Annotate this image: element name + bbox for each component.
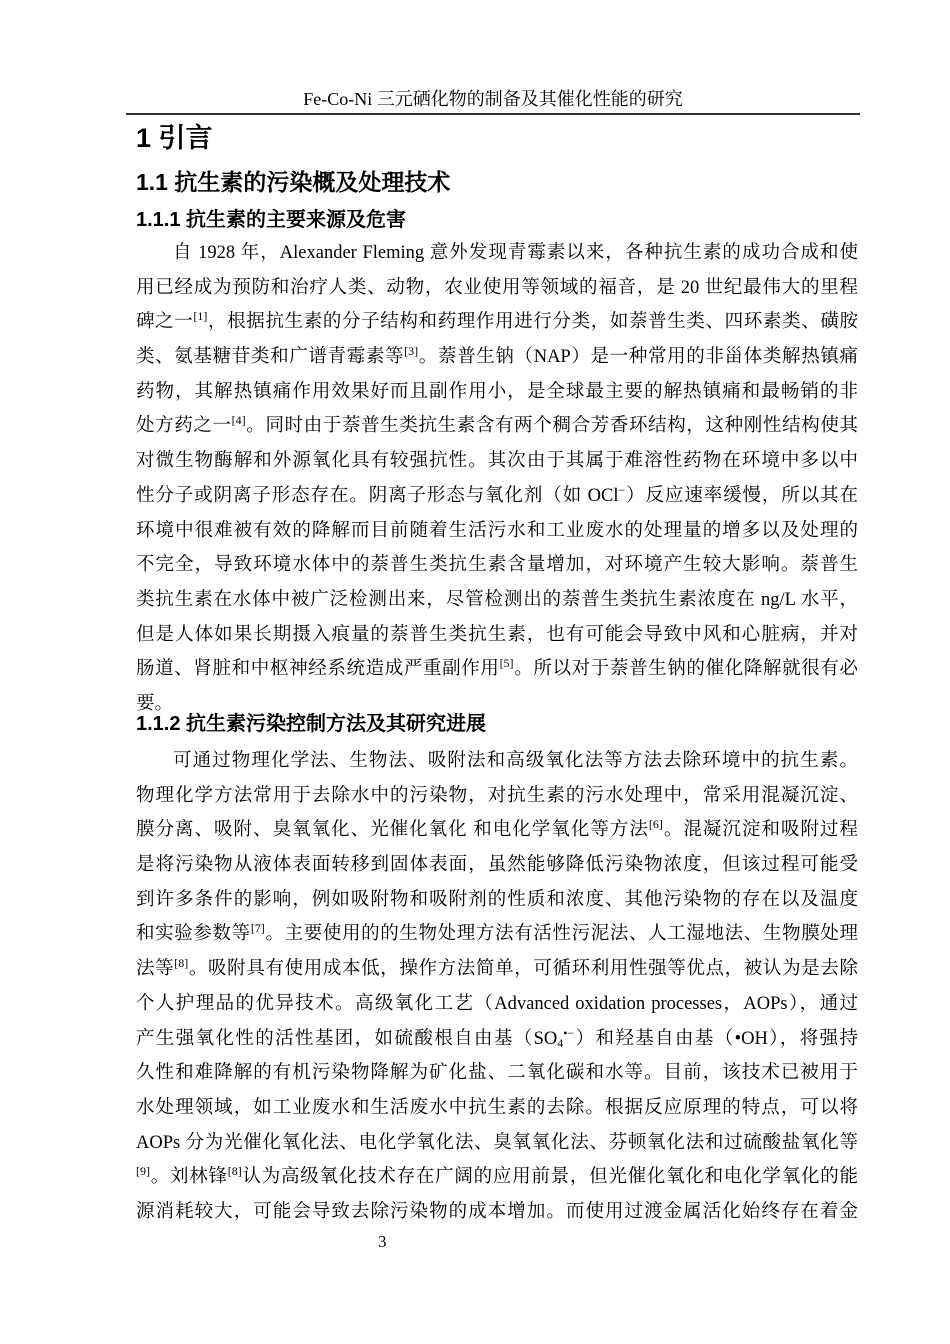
text-line: 和实验参数等[7]。主要使用的的生物处理方法有活性污泥法、人工湿地法、生物膜处理 — [136, 921, 858, 945]
running-header-title: Fe-Co-Ni 三元硒化物的制备及其催化性能的研究 — [303, 89, 683, 109]
heading-subsection-1-1-2: 1.1.2 抗生素污染控制方法及其研究进展 — [136, 713, 487, 735]
heading-subsection-1-1-1: 1.1.1 抗生素的主要来源及危害 — [136, 209, 407, 231]
page-number: 3 — [378, 1232, 387, 1251]
text-line: 性分子或阴离子形态存在。阴离子形态与氧化剂（如 OCl−）反应速率缓慢，所以其在 — [136, 482, 858, 506]
chemical-subscript: 4 — [557, 1035, 564, 1050]
reference-superscript: •− — [563, 1025, 575, 1040]
text-line: 物理化学方法常用于去除水中的污染物，对抗生素的污水处理中，常采用混凝沉淀、 — [136, 785, 858, 806]
text-line: 水处理领域，如工业废水和生活废水中抗生素的去除。根据反应原理的特点，可以将 — [136, 1097, 858, 1118]
text-line: 产生强氧化性的活性基团，如硫酸根自由基$(SO_4^{•-})$和羟基自由基（•OH），将强持 — [136, 1025, 858, 1050]
reference-superscript: [1] — [193, 309, 208, 324]
text-line: [9]。刘林锋[8]认为高级氧化技术存在广阔的应用前景，但光催化氧化和电化学氧化的能 — [136, 1164, 858, 1188]
text-line: 类、氨基糖苷类和广谱青霉素等[3]。萘普生钠（NAP）是一种常用的非甾体类解热镇痛 — [136, 344, 858, 368]
text-line: 个人护理品的优异技术。高级氧化工艺（Advanced oxidation processes，AOPs），通过 — [136, 993, 858, 1014]
reference-superscript: [8] — [227, 1164, 242, 1179]
text-line: 肠道、肾脏和中枢神经系统造成严重副作用[5]。所以对于萘普生钠的催化降解就很有必 — [136, 656, 858, 680]
text-line: 自 1928 年，Alexander Fleming 意外发现青霉素以来，各种抗生素的成功合成和使 — [173, 243, 858, 263]
text-line: 处方药之一[4]。同时由于萘普生类抗生素含有两个稠合芳香环结构，这种刚性结构使其 — [136, 413, 858, 437]
reference-superscript: [4] — [231, 413, 246, 428]
text-line: 类抗生素在水体中被广泛检测出来，尽管检测出的萘普生类抗生素浓度在 ng/L 水平， — [136, 589, 858, 610]
text-line: 用已经成为预防和治疗人类、动物，农业使用等领域的福音，是 20 世纪最伟大的里程 — [136, 277, 858, 298]
text-line: 可通过物理化学法、生物法、吸附法和高级氧化法等方法去除环境中的抗生素。 — [173, 751, 858, 771]
reference-superscript: [3] — [404, 344, 419, 359]
text-line: 到许多条件的影响，例如吸附物和吸附剂的性质和浓度、其他污染物的存在以及温度 — [136, 889, 858, 910]
text-line: 但是人体如果长期摄入痕量的萘普生类抗生素，也有可能会导致中风和心脏病，并对 — [136, 624, 858, 645]
reference-superscript: [6] — [648, 817, 663, 832]
text-line: 药物，其解热镇痛作用效果好而且副作用小，是全球最主要的解热镇痛和最畅销的非 — [136, 381, 858, 402]
reference-superscript: [9] — [136, 1164, 150, 1179]
text-line: 对微生物酶解和外源氧化具有较强抗性。其次由于其属于难溶性药物在环境中多以中 — [136, 451, 858, 472]
text-line: 环境中很难被有效的降解而目前随着生活污水和工业废水的处理量的增多以及处理的 — [136, 520, 858, 541]
text-line: 法等[8]。吸附具有使用成本低，操作方法简单，可循环利用性强等优点，被认为是去除 — [136, 956, 858, 980]
text-line: 不完全，导致环境水体中的萘普生类抗生素含量增加，对环境产生较大影响。萘普生 — [136, 555, 858, 576]
reference-superscript: − — [618, 482, 626, 497]
reference-superscript: [7] — [250, 921, 265, 936]
text-line: 是将污染物从液体表面转移到固体表面，虽然能够降低污染物浓度，但该过程可能受 — [136, 855, 858, 876]
text-line: 久性和难降解的有机污染物降解为矿化盐、二氧化碳和水等。目前，该技术已被用于 — [136, 1063, 858, 1084]
heading-chapter-1: 1 引言 — [136, 123, 213, 153]
text-line: AOPs 分为光催化氧化法、电化学氧化法、臭氧氧化法、芬顿氧化法和过硫酸盐氧化等 — [136, 1132, 858, 1153]
text-line: 要。 — [136, 693, 174, 714]
heading-section-1-1: 1.1 抗生素的污染概及处理技术 — [136, 169, 451, 195]
text-line: 碑之一[1]，根据抗生素的分子结构和药理作用进行分类，如萘普生类、四环素类、磺胺 — [136, 309, 858, 333]
reference-superscript: [5] — [499, 656, 514, 671]
text-line: 源消耗较大，可能会导致去除污染物的成本增加。而使用过渡金属活化始终存在着金 — [136, 1201, 858, 1222]
paragraph-antibiotic-sources-and-harm — [136, 236, 858, 722]
paragraph-pollution-control-methods — [136, 744, 858, 1230]
running-header — [126, 88, 860, 115]
text-line: 膜分离、吸附、臭氧氧化、光催化氧化 和电化学氧化等方法[6]。混凝沉淀和吸附过程 — [136, 817, 858, 841]
reference-superscript: [8] — [174, 956, 189, 971]
